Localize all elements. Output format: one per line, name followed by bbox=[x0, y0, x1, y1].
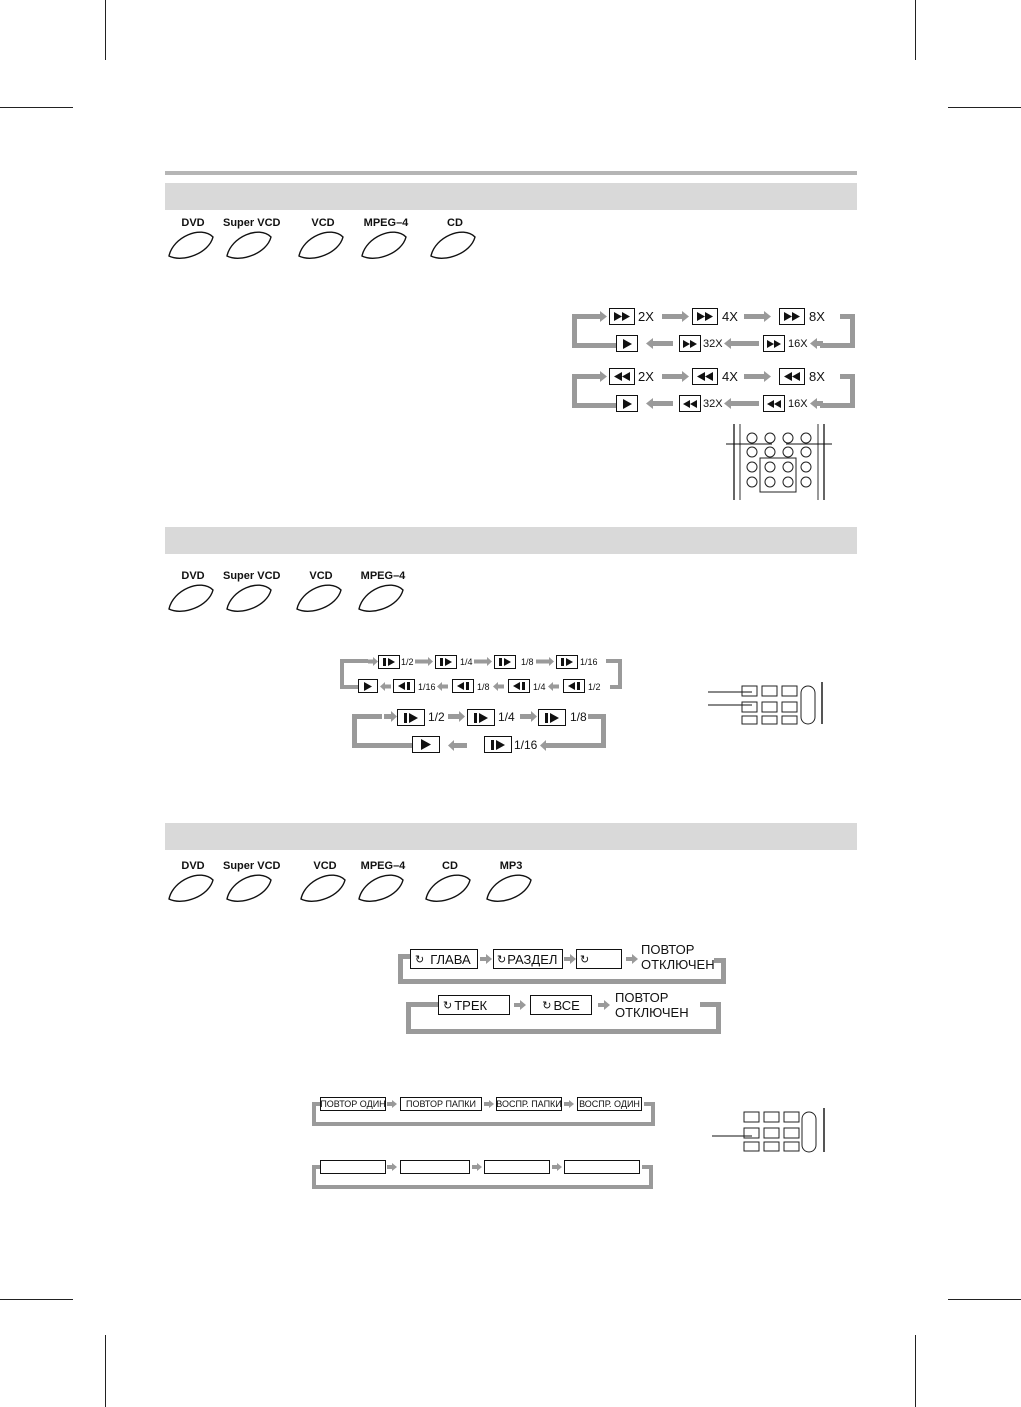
speed-label: 2X bbox=[638, 369, 654, 384]
fast-forward-icon bbox=[692, 308, 718, 325]
arrow-left-icon bbox=[540, 740, 550, 751]
disc-badge: DVD bbox=[165, 860, 221, 904]
disc-badge: MP3 bbox=[483, 860, 539, 904]
play-icon bbox=[616, 395, 638, 412]
arrow-right-icon bbox=[474, 657, 492, 666]
slow-forward-icon bbox=[467, 709, 495, 726]
repeat-blank-diagram bbox=[312, 1157, 657, 1191]
crop-mark bbox=[948, 107, 1021, 108]
blank-box bbox=[564, 1160, 640, 1174]
disc-badge: Super VCD bbox=[223, 217, 279, 261]
bracket bbox=[406, 1002, 438, 1007]
disc-badge: MPEG–4 bbox=[355, 570, 411, 614]
crop-mark bbox=[915, 1335, 916, 1407]
bracket bbox=[610, 685, 622, 689]
arrow-right-icon bbox=[520, 711, 538, 722]
bracket bbox=[312, 1122, 655, 1126]
repeat-icon: ↻ bbox=[497, 953, 507, 966]
slow-forward-icon bbox=[494, 655, 516, 669]
slow-forward-icon bbox=[538, 709, 566, 726]
blank-box bbox=[320, 1160, 386, 1174]
crop-mark bbox=[105, 1335, 106, 1407]
arrow-right-icon bbox=[368, 657, 378, 666]
arrow-right-icon bbox=[744, 371, 772, 382]
crop-mark bbox=[0, 107, 73, 108]
repeat-chapter-box: ↻ ГЛАВА bbox=[410, 949, 478, 969]
repeat-track-box: ↻ ТРЕК bbox=[438, 995, 510, 1015]
slow-forward-icon bbox=[484, 736, 512, 753]
disc-badge: VCD bbox=[293, 570, 349, 614]
arrow-left-icon bbox=[724, 398, 760, 409]
fast-forward-diagram bbox=[572, 306, 858, 356]
arrow-left-icon bbox=[493, 682, 505, 691]
bracket bbox=[312, 1185, 653, 1189]
bracket bbox=[312, 1165, 320, 1169]
arrow-right-icon bbox=[590, 311, 608, 322]
speed-label: 1/8 bbox=[521, 657, 534, 667]
speed-label: 1/4 bbox=[533, 682, 546, 692]
repeat-icon: ↻ bbox=[443, 999, 453, 1012]
bracket bbox=[840, 314, 855, 319]
speed-label: 16X bbox=[788, 398, 808, 410]
crop-mark bbox=[948, 1299, 1021, 1300]
arrow-right-icon bbox=[626, 954, 638, 964]
arrow-left-icon bbox=[724, 338, 760, 349]
bracket bbox=[572, 374, 590, 379]
bracket bbox=[820, 403, 855, 408]
arrow-left-icon bbox=[646, 338, 674, 349]
slow-reverse-icon bbox=[393, 679, 415, 693]
bracket bbox=[398, 954, 410, 959]
arrow-left-icon bbox=[810, 338, 824, 349]
arrow-right-icon bbox=[387, 1163, 397, 1171]
blank-box bbox=[484, 1160, 550, 1174]
arrow-right-icon bbox=[536, 657, 554, 666]
bracket bbox=[572, 314, 590, 319]
slow-motion-vcd-diagram bbox=[352, 708, 612, 754]
speed-label: 32X bbox=[703, 398, 723, 410]
bracket bbox=[642, 1165, 653, 1169]
fast-forward-icon bbox=[763, 335, 785, 352]
fast-forward-icon bbox=[779, 308, 805, 325]
arrow-left-icon bbox=[646, 398, 674, 409]
slow-reverse-icon bbox=[452, 679, 474, 693]
play-one-box: ВОСПР. ОДИН bbox=[577, 1097, 642, 1111]
bracket bbox=[406, 1029, 721, 1034]
fast-reverse-icon bbox=[679, 395, 701, 412]
fast-reverse-icon bbox=[779, 368, 805, 385]
fast-forward-icon bbox=[679, 335, 701, 352]
speed-label: 8X bbox=[809, 369, 825, 384]
repeat-mp3-diagram bbox=[312, 1094, 657, 1128]
slow-forward-icon bbox=[378, 655, 400, 669]
arrow-right-icon bbox=[448, 711, 466, 722]
fast-reverse-icon bbox=[692, 368, 718, 385]
crop-mark bbox=[0, 1299, 73, 1300]
top-rule bbox=[165, 171, 857, 175]
arrow-right-icon bbox=[598, 1000, 610, 1010]
fast-forward-icon bbox=[609, 308, 635, 325]
play-folder-box: ВОСПР. ПАПКИ bbox=[496, 1099, 562, 1109]
disc-badge: Super VCD bbox=[223, 570, 279, 614]
remote-control-illustration bbox=[712, 420, 837, 500]
bracket bbox=[606, 659, 622, 663]
repeat-off-label: ПОВТОР ОТКЛЮЧЕН bbox=[641, 942, 715, 972]
arrow-right-icon bbox=[662, 311, 690, 322]
repeat-folder-box: ПОВТОР ПАПКИ bbox=[400, 1097, 482, 1111]
arrow-right-icon bbox=[744, 311, 772, 322]
play-icon bbox=[358, 679, 378, 693]
speed-label: 1/16 bbox=[514, 738, 538, 752]
speed-label: 1/16 bbox=[418, 682, 436, 692]
arrow-right-icon bbox=[662, 371, 690, 382]
repeat-off-label: ПОВТОР ОТКЛЮЧЕН bbox=[615, 990, 689, 1020]
arrow-left-icon bbox=[437, 682, 449, 691]
disc-badge: CD bbox=[427, 217, 483, 261]
section-bar-repeat bbox=[165, 823, 857, 850]
slow-reverse-icon bbox=[563, 679, 585, 693]
arrow-right-icon bbox=[480, 954, 492, 964]
bracket bbox=[352, 743, 412, 748]
arrow-right-icon bbox=[564, 1100, 574, 1108]
bracket bbox=[714, 958, 726, 963]
arrow-left-icon bbox=[448, 740, 468, 751]
repeat-one-box: ПОВТОР ОДИН bbox=[320, 1099, 386, 1109]
disc-badge: VCD bbox=[297, 860, 353, 904]
speed-label: 1/2 bbox=[588, 682, 601, 692]
slow-reverse-icon bbox=[508, 679, 530, 693]
arrow-right-icon bbox=[415, 657, 433, 666]
speed-label: 8X bbox=[809, 309, 825, 324]
arrow-right-icon bbox=[514, 1000, 526, 1010]
speed-label: 1/4 bbox=[498, 710, 515, 724]
section-bar-fast-scan bbox=[165, 183, 857, 210]
disc-badge: MPEG–4 bbox=[358, 217, 414, 261]
slow-motion-dvd-diagram bbox=[340, 654, 625, 696]
arrow-left-icon bbox=[380, 682, 392, 691]
bracket bbox=[548, 743, 606, 748]
bracket bbox=[572, 343, 616, 348]
repeat-title-box: ↻ РАЗДЕЛ bbox=[493, 949, 563, 969]
crop-mark bbox=[915, 0, 916, 60]
disc-badge: Super VCD bbox=[223, 860, 279, 904]
bracket bbox=[820, 343, 855, 348]
bracket bbox=[840, 374, 855, 379]
arrow-right-icon bbox=[552, 1163, 562, 1171]
disc-badge: MPEG–4 bbox=[355, 860, 411, 904]
speed-label: 2X bbox=[638, 309, 654, 324]
bracket bbox=[340, 685, 358, 689]
slow-forward-icon bbox=[556, 655, 578, 669]
speed-label: 16X bbox=[788, 338, 808, 350]
fast-reverse-icon bbox=[609, 368, 635, 385]
repeat-dvd-diagram bbox=[398, 942, 728, 988]
repeat-blank-box bbox=[576, 949, 622, 969]
bracket bbox=[700, 1002, 721, 1007]
section-bar-slow-motion bbox=[165, 527, 857, 554]
disc-badge: DVD bbox=[165, 217, 221, 261]
speed-label: 1/2 bbox=[401, 657, 414, 667]
speed-label: 1/16 bbox=[580, 657, 598, 667]
repeat-all-box: ↻ ВСЕ bbox=[530, 995, 592, 1015]
slow-forward-icon bbox=[435, 655, 457, 669]
speed-label: 1/4 bbox=[460, 657, 473, 667]
fast-reverse-icon bbox=[763, 395, 785, 412]
arrow-right-icon bbox=[484, 1100, 494, 1108]
bracket bbox=[398, 979, 726, 984]
remote-control-illustration bbox=[712, 1106, 837, 1156]
slow-forward-icon bbox=[397, 709, 425, 726]
play-icon bbox=[412, 736, 440, 753]
repeat-cd-diagram bbox=[406, 990, 722, 1038]
arrow-right-icon bbox=[564, 954, 576, 964]
repeat-icon: ↻ bbox=[415, 953, 425, 966]
arrow-right-icon bbox=[590, 371, 608, 382]
arrow-right-icon bbox=[384, 711, 398, 722]
fast-reverse-diagram bbox=[572, 366, 858, 416]
remote-control-illustration bbox=[708, 678, 833, 728]
repeat-icon: ↻ bbox=[542, 999, 552, 1012]
arrow-right-icon bbox=[472, 1163, 482, 1171]
bracket bbox=[588, 714, 606, 719]
bracket bbox=[572, 403, 616, 408]
speed-label: 32X bbox=[703, 338, 723, 350]
disc-badge: VCD bbox=[295, 217, 351, 261]
blank-box bbox=[400, 1160, 470, 1174]
speed-label: 1/8 bbox=[477, 682, 490, 692]
disc-badge: DVD bbox=[165, 570, 221, 614]
arrow-left-icon bbox=[810, 398, 824, 409]
disc-badge: CD bbox=[422, 860, 478, 904]
play-icon bbox=[616, 335, 638, 352]
bracket bbox=[312, 1102, 320, 1106]
speed-label: 4X bbox=[722, 309, 738, 324]
bracket bbox=[644, 1102, 655, 1106]
repeat-icon: ↻ bbox=[580, 953, 590, 966]
arrow-right-icon bbox=[387, 1100, 397, 1108]
bracket bbox=[340, 659, 368, 663]
arrow-left-icon bbox=[548, 682, 560, 691]
crop-mark bbox=[105, 0, 106, 60]
bracket bbox=[352, 714, 382, 719]
speed-label: 1/8 bbox=[570, 710, 587, 724]
speed-label: 4X bbox=[722, 369, 738, 384]
speed-label: 1/2 bbox=[428, 710, 445, 724]
